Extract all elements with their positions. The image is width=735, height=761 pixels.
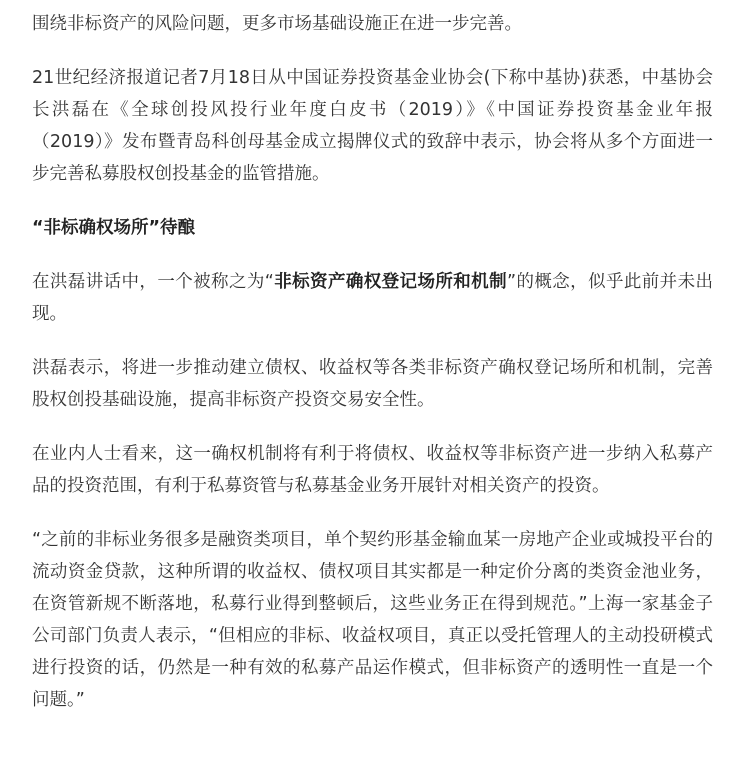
paragraph-industry-view: 在业内人士看来，这一确权机制将有利于将债权、收益权等非标资产进一步纳入私募产品的投资范围，有利于私募资管与私募基金业务开展针对相关资产的投资。 xyxy=(32,444,713,496)
paragraph-intro: 围绕非标资产的风险问题，更多市场基础设施正在进一步完善。 xyxy=(32,14,522,34)
paragraph-quote: “之前的非标业务很多是融资类项目，单个契约形基金输血某一房地产企业或城投平台的流动资金贷款，这种所谓的收益权、债权项目其实都是一种定价分离的类资金池业务，在资管新规不断落地，私募行业得到整顿后，这些业务正在得到规范。”上海一家基金子公司部门负责人表示，“但相应的非标、收益权项目，真正以受托管理人的主动投研模式进行投资的话，仍然是一种有效的私募产品运作模式，但非标资产的透明性一直是一个问题。” xyxy=(32,530,713,710)
paragraph-concept-lead: 在洪磊讲话中，一个被称之为“ xyxy=(32,272,274,292)
paragraph-statement: 洪磊表示，将进一步推动建立债权、收益权等各类非标资产确权登记场所和机制，完善股权创投基础设施，提高非标资产投资交易安全性。 xyxy=(32,358,713,410)
section-heading: “非标确权场所”待酿 xyxy=(32,218,196,238)
paragraph-concept xyxy=(32,266,713,330)
paragraph-report: 21世纪经济报道记者7月18日从中国证券投资基金业协会(下称中基协)获悉，中基协会长洪磊在《全球创投风投行业年度白皮书（2019）》《中国证券投资基金业年报（2019）》发布暨青岛科创母基金成立揭牌仪式的致辞中表示，协会将从多个方面进一步完善私募股权创投基金的监管措施。 xyxy=(32,68,713,184)
bold-term: 非标资产确权登记场所和机制 xyxy=(273,272,507,292)
paragraph-concept-tail: ”的概念，似乎此前并未出现。 xyxy=(32,272,713,324)
